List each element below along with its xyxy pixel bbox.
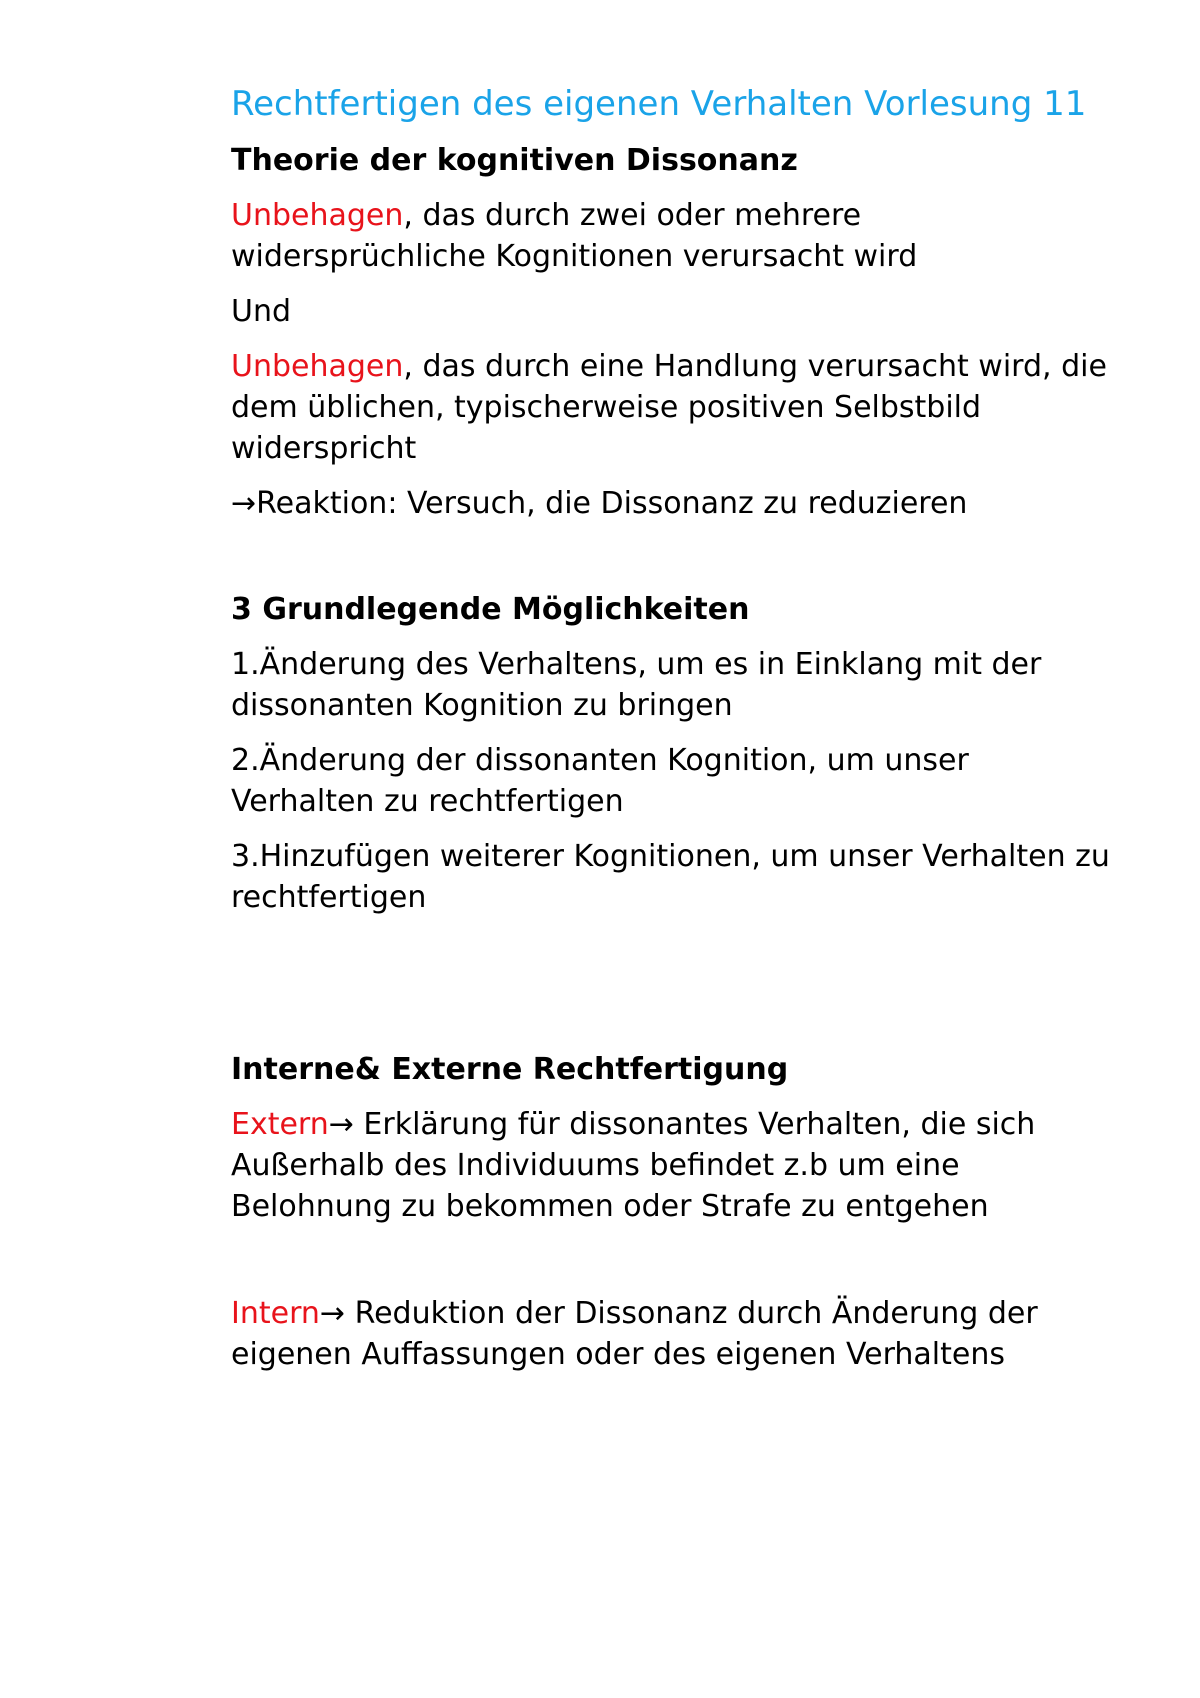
highlight-unbehagen-1: Unbehagen — [231, 198, 404, 233]
spacer — [231, 538, 1111, 590]
highlight-unbehagen-2: Unbehagen — [231, 349, 404, 384]
paragraph-intern — [231, 1293, 1111, 1375]
paragraph-unbehagen-1-text: , das durch zwei oder mehrere widersprüchliche Kognitionen verursacht wird — [231, 198, 918, 274]
document-page — [231, 82, 1111, 1389]
paragraph-extern — [231, 1104, 1111, 1227]
spacer — [231, 932, 1111, 1050]
paragraph-extern-text: → Erklärung für dissonantes Verhalten, die sich Außerhalb des Individuums befindet z.b um eine Belohnung zu bekommen oder Strafe zu entgehen — [231, 1107, 1036, 1224]
paragraph-unbehagen-2 — [231, 346, 1111, 469]
paragraph-intern-text: → Reduktion der Dissonanz durch Änderung der eigenen Auffassungen oder des eigenen Verhaltens — [231, 1296, 1038, 1372]
highlight-extern: Extern — [231, 1107, 329, 1142]
list-item: 3.Hinzufügen weiterer Kognitionen, um unser Verhalten zu rechtfertigen — [231, 839, 1110, 915]
connector-und: Und — [231, 294, 292, 329]
document-title: Rechtfertigen des eigenen Verhalten Vorlesung 11 — [231, 84, 1087, 124]
section-heading-possibilities: 3 Grundlegende Möglichkeiten — [231, 592, 750, 627]
section-heading-dissonance-theory: Theorie der kognitiven Dissonanz — [231, 143, 798, 178]
spacer — [231, 1241, 1111, 1293]
highlight-intern: Intern — [231, 1296, 320, 1331]
paragraph-unbehagen-1 — [231, 195, 1111, 277]
list-item: 2.Änderung der dissonanten Kognition, um unser Verhalten zu rechtfertigen — [231, 743, 969, 819]
section-heading-justification: Interne& Externe Rechtfertigung — [231, 1052, 789, 1087]
list-item: 1.Änderung des Verhaltens, um es in Einklang mit der dissonanten Kognition zu bringen — [231, 647, 1042, 723]
paragraph-unbehagen-2-text: , das durch eine Handlung verursacht wird, die dem üblichen, typischerweise positiven Selbstbild widerspricht — [231, 349, 1107, 466]
reaction-line: →Reaktion: Versuch, die Dissonanz zu reduzieren — [231, 486, 968, 521]
